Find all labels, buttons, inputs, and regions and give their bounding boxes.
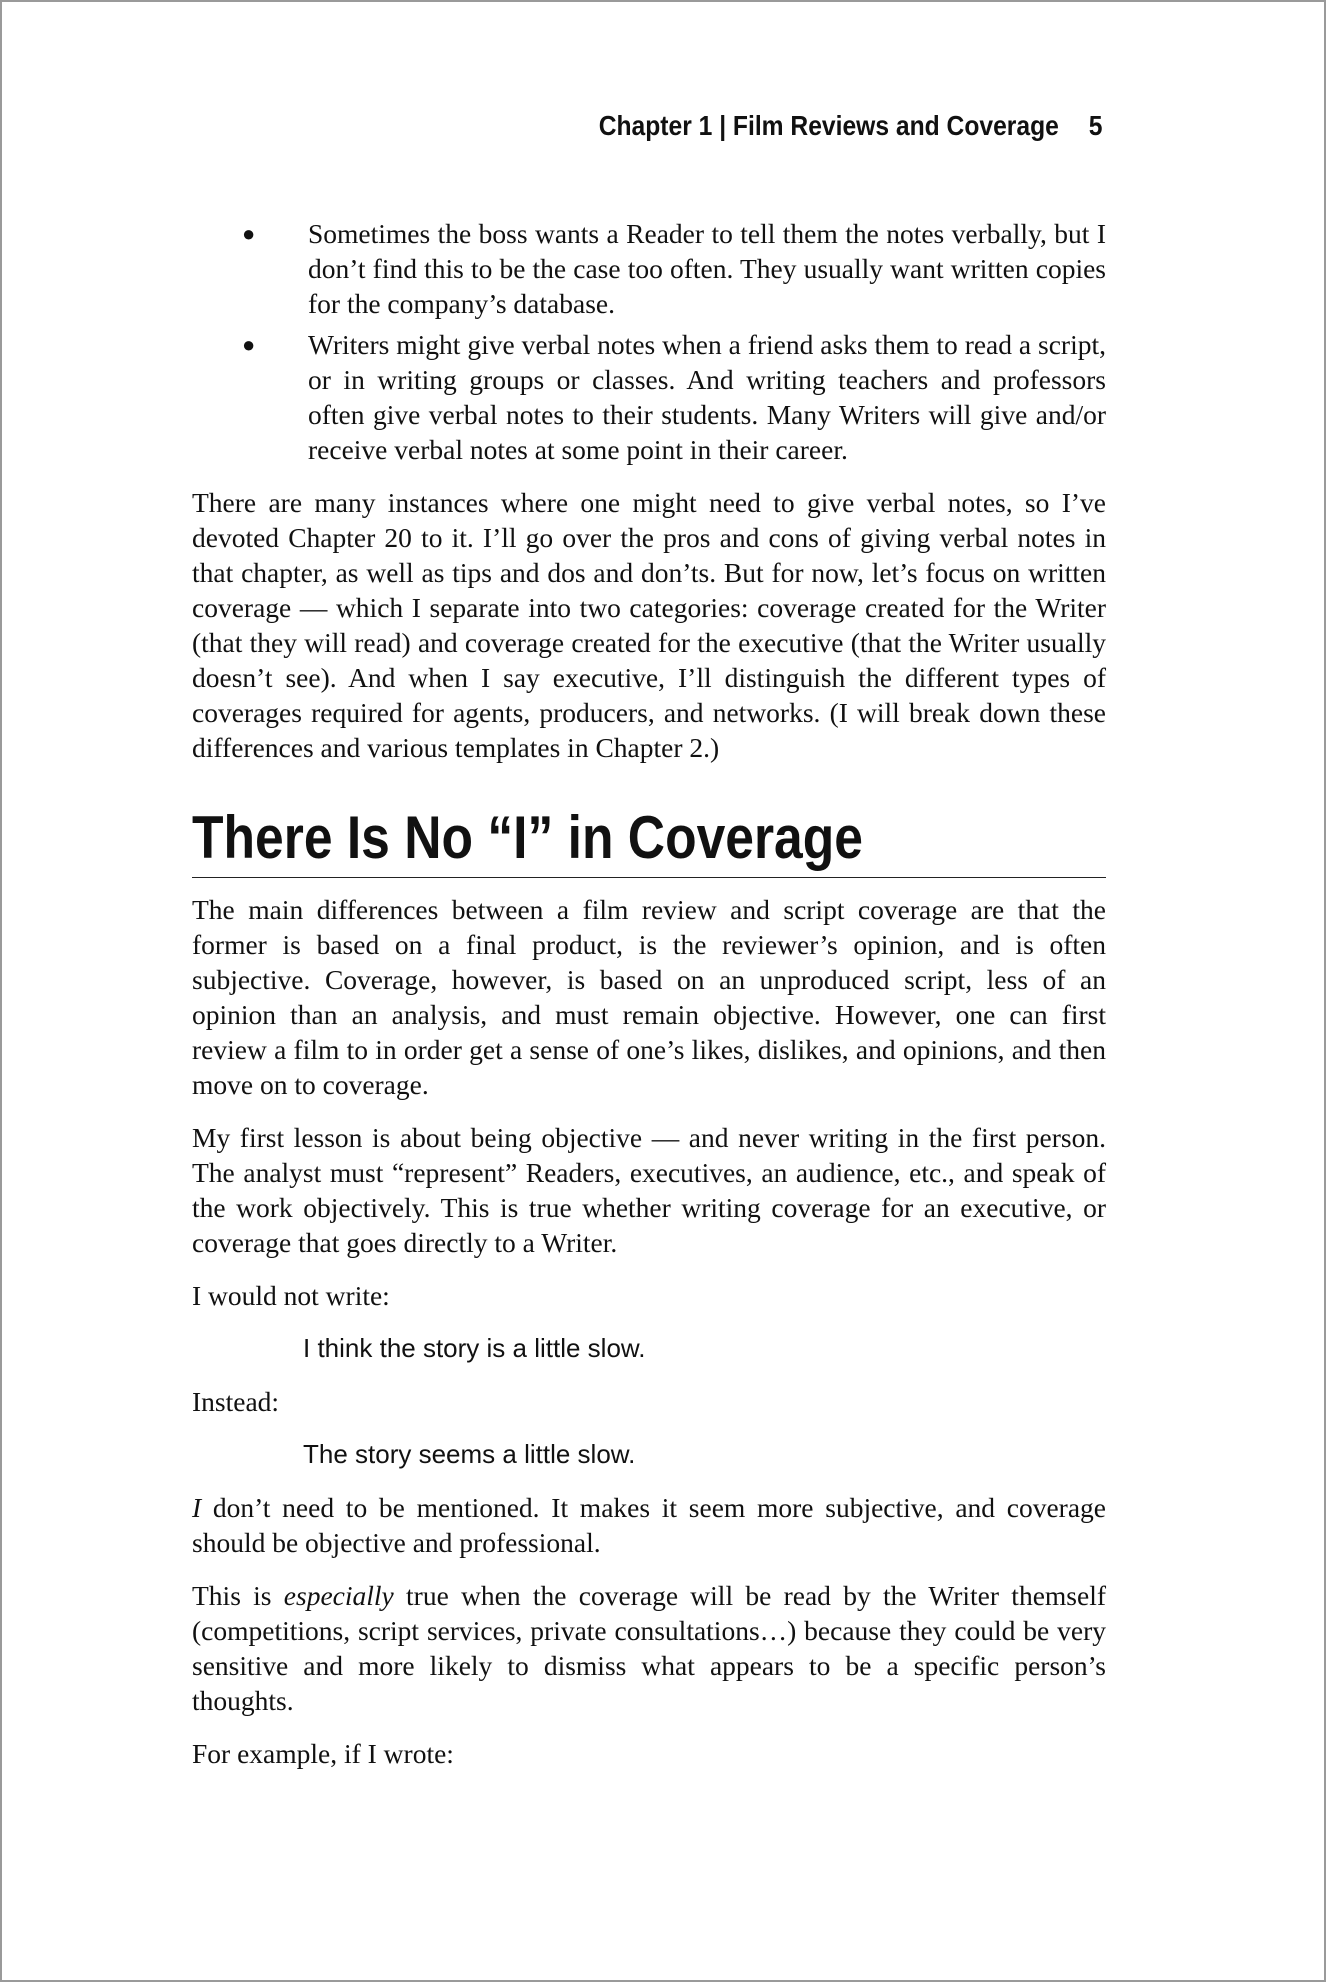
paragraph-verbal-notes: There are many instances where one might need to give verbal notes, so I’ve devoted Chapter 20 to it. I’ll go over the pros and cons of giving verbal notes in that chapter, as well as tips and dos and don’ts. But for now, let’s focus on written coverage — which I separate into two categories: coverage created for the Writer (that they will read) and coverage created for the executive (that the Writer usually doesn’t see). And when I say executive, I’ll distinguish the different types of coverages required for agents, producers, and networks. (I will break down these differences and various templates in Chapter 2.) bbox=[192, 487, 1106, 763]
section-heading: There Is No “I” in Coverage bbox=[192, 805, 1106, 878]
paragraph-for-example: For example, if I wrote: bbox=[192, 1738, 454, 1769]
paragraph-differences: The main differences between a film review and script coverage are that the former is based on a final product, is the reviewer’s opinion, and is often subjective. Coverage, however, is based on an unproduced script, less of an opinion than an analysis, and must remain objective. However, one can first review a film to in order get a sense of one’s likes, dislikes, and opinions, and then move on to coverage. bbox=[192, 894, 1106, 1100]
italic-i: I bbox=[192, 1492, 202, 1523]
bullet-item: ● Sometimes the boss wants a Reader to tell them the notes verbally, but I don’t find this to be the case too often. They usually want written copies for the company’s database. bbox=[242, 218, 1106, 319]
example-subjective: I think the story is a little slow. bbox=[303, 1333, 646, 1363]
bullet-icon: ● bbox=[242, 221, 256, 246]
bullet-icon: ● bbox=[242, 332, 256, 357]
paragraph-would-not-write: I would not write: bbox=[192, 1280, 390, 1311]
bullet-list bbox=[192, 216, 1106, 467]
page-body bbox=[192, 216, 1106, 1789]
bullet-item: ● Writers might give verbal notes when a friend asks them to read a script, or in writing groups or classes. And writing teachers and professors often give verbal notes to their students. Many Writers will give and/or receive verbal notes at some point in their career. bbox=[242, 329, 1106, 465]
example-objective: The story seems a little slow. bbox=[303, 1439, 636, 1469]
paragraph-no-i: I don’t need to be mentioned. It makes it seem more subjective, and coverage should be objective and professional. bbox=[192, 1492, 1106, 1558]
running-title: Chapter 1 | Film Reviews and Coverage bbox=[598, 110, 1059, 141]
paragraph-especially: This is especially true when the coverage will be read by the Writer themself (competitions, script services, private consultations…) because they could be very sensitive and more likely to dismiss what appears to be a specific person’s thoughts. bbox=[192, 1580, 1106, 1716]
paragraph-first-lesson: My first lesson is about being objective — and never writing in the first person. The analyst must “represent” Readers, executives, an audience, etc., and speak of the work objectively. This is true whether writing coverage for an executive, or coverage that goes directly to a Writer. bbox=[192, 1122, 1106, 1258]
italic-especially: especially bbox=[283, 1580, 394, 1611]
page-number: 5 bbox=[1088, 110, 1102, 141]
paragraph-instead: Instead: bbox=[192, 1386, 280, 1417]
running-header bbox=[598, 110, 1102, 142]
